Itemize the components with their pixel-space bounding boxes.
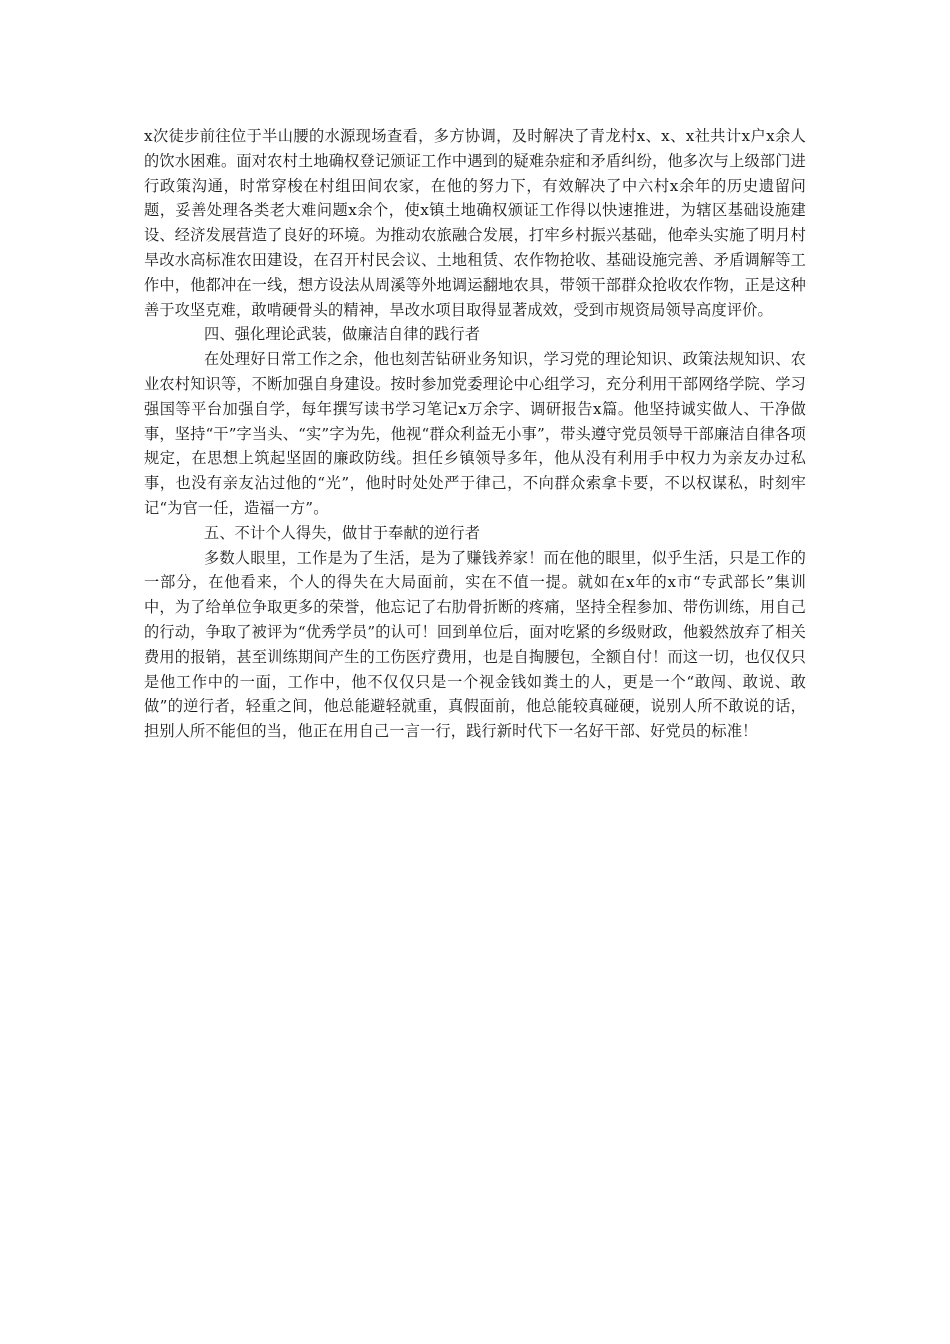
document-body xyxy=(144,124,806,744)
paragraph-water-and-land: x次徒步前往位于半山腰的水源现场查看，多方协调，及时解决了青龙村x、x、x社共计x户x余人的饮水困难。面对农村土地确权登记颁证工作中遇到的疑难杂症和矛盾纠纷，他多次与上级部门进行政策沟通，时常穿梭在村组田间农家，在他的努力下，有效解决了中六村x余年的历史遗留问题，妥善处理各类老大难问题x余个，使x镇土地确权颁证工作得以快速推进，为辖区基础设施建设、经济发展营造了良好的环境。为推动农旅融合发展，打牢乡村振兴基础，他牵头实施了明月村旱改水高标准农田建设，在召开村民会议、土地租赁、农作物抢收、基础设施完善、矛盾调解等工作中，他都冲在一线，想方设法从周溪等外地调运翻地农具，带领干部群众抢收农作物，正是这种善于攻坚克难，敢啃硬骨头的精神，旱改水项目取得显著成效，受到市规资局领导高度评价。 xyxy=(144,127,806,319)
section-heading-four: 四、强化理论武装，做廉洁自律的践行者 xyxy=(204,325,481,344)
paragraph-dedication: 多数人眼里，工作是为了生活，是为了赚钱养家！而在他的眼里，似乎生活，只是工作的一部分，在他看来，个人的得失在大局面前，实在不值一提。就如在x年的x市“专武部长”集训中，为了给单位争取更多的荣誉，他忘记了右肋骨折断的疼痛，坚持全程参加、带伤训练，用自己的行动，争取了被评为“优秀学员”的认可！回到单位后，面对吃紧的乡级财政，他毅然放弃了相关费用的报销，甚至训练期间产生的工伤医疗费用，也是自掏腰包，全额自付！而这一切，也仅仅只是他工作中的一面，工作中，他不仅仅只是一个视金钱如粪土的人，更是一个“敢闯、敢说、敢做”的逆行者，轻重之间，他总能避轻就重，真假面前，他总能较真碰硬，说别人所不敢说的话，担别人所不能但的当，他正在用自己一言一行，践行新时代下一名好干部、好党员的标准！ xyxy=(144,548,806,741)
paragraph-theory-and-integrity: 在处理好日常工作之余，他也刻苦钻研业务知识，学习党的理论知识、政策法规知识、农业农村知识等，不断加强自身建设。按时参加党委理论中心组学习，充分利用干部网络学院、学习强国等平台加强自学，每年撰写读书学习笔记x万余字、调研报告x篇。他坚持诚实做人、干净做事，坚持“干”字当头、“实”字为先，他视“群众利益无小事”，带头遵守党员领导干部廉洁自律各项规定，在思想上筑起坚固的廉政防线。担任乡镇领导多年，他从没有利用手中权力为亲友办过私事，也没有亲友沾过他的“光”，他时时处处严于律己，不向群众索拿卡要，不以权谋私，时刻牢记“为官一任，造福一方”。 xyxy=(144,350,806,517)
section-heading-five: 五、不计个人得失，做甘于奉献的逆行者 xyxy=(204,523,481,542)
